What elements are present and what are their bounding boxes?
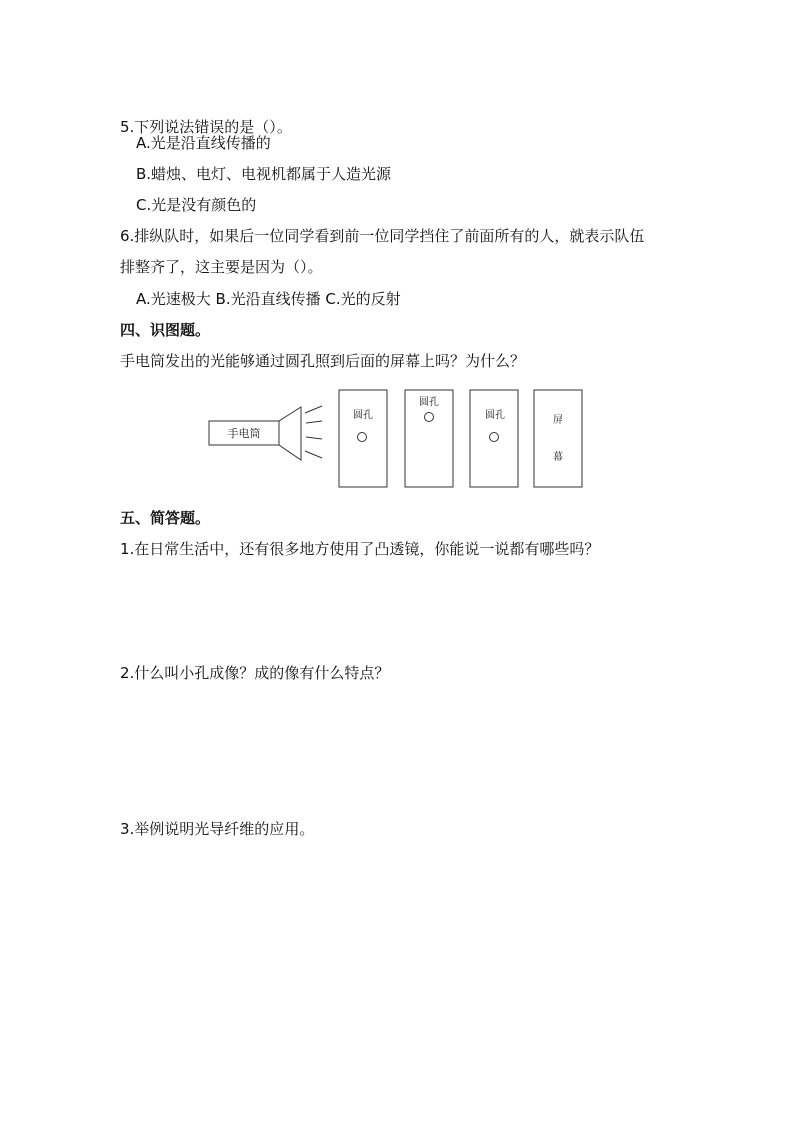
question-6-stem-line-1: 6.排纵队时，如果后一位同学看到前一位同学挡住了前面所有的人，就表示队伍 — [120, 227, 645, 245]
section-5-question-2: 2.什么叫小孔成像？成的像有什么特点？ — [120, 664, 390, 682]
pinhole-board-label: 圆孔 — [353, 410, 373, 421]
pinhole-board-label: 圆孔 — [485, 410, 505, 421]
screen-label-bottom: 幕 — [553, 452, 563, 463]
pinhole-board-3 — [470, 390, 518, 487]
question-5-option-b: B.蜡烛、电灯、电视机都属于人造光源 — [136, 165, 392, 183]
light-ray — [305, 406, 322, 413]
question-5-option-c: C.光是没有颜色的 — [136, 196, 257, 214]
section-5-heading: 五、简答题。 — [120, 509, 211, 527]
section-4-question: 手电筒发出的光能够通过圆孔照到后面的屏幕上吗？为什么？ — [120, 352, 526, 370]
flashlight-diagram — [205, 385, 590, 493]
light-ray — [306, 437, 322, 439]
light-ray — [305, 451, 322, 458]
pinhole — [425, 413, 434, 422]
flashlight-label: 手电筒 — [227, 427, 261, 440]
flashlight-head — [279, 407, 301, 460]
question-6-stem-line-2: 排整齐了，这主要是因为（）。 — [120, 258, 323, 276]
pinhole — [490, 433, 499, 442]
question-6-options: A.光速极大 B.光沿直线传播 C.光的反射 — [136, 290, 401, 308]
light-ray — [306, 421, 322, 423]
section-4-heading: 四、识图题。 — [120, 321, 211, 339]
pinhole-board-1 — [339, 390, 387, 487]
pinhole-board-label: 圆孔 — [419, 397, 439, 408]
screen-board — [534, 390, 582, 487]
section-5-question-3: 3.举例说明光导纤维的应用。 — [120, 820, 315, 838]
pinhole — [358, 433, 367, 442]
question-5-option-a: A.光是沿直线传播的 — [136, 134, 271, 152]
section-5-question-1: 1.在日常生活中，还有很多地方使用了凸透镜，你能说一说都有哪些吗？ — [120, 540, 600, 558]
question-5-stem: 5.下列说法错误的是（）。 — [120, 118, 292, 136]
screen-label-top: 屏 — [553, 415, 563, 426]
